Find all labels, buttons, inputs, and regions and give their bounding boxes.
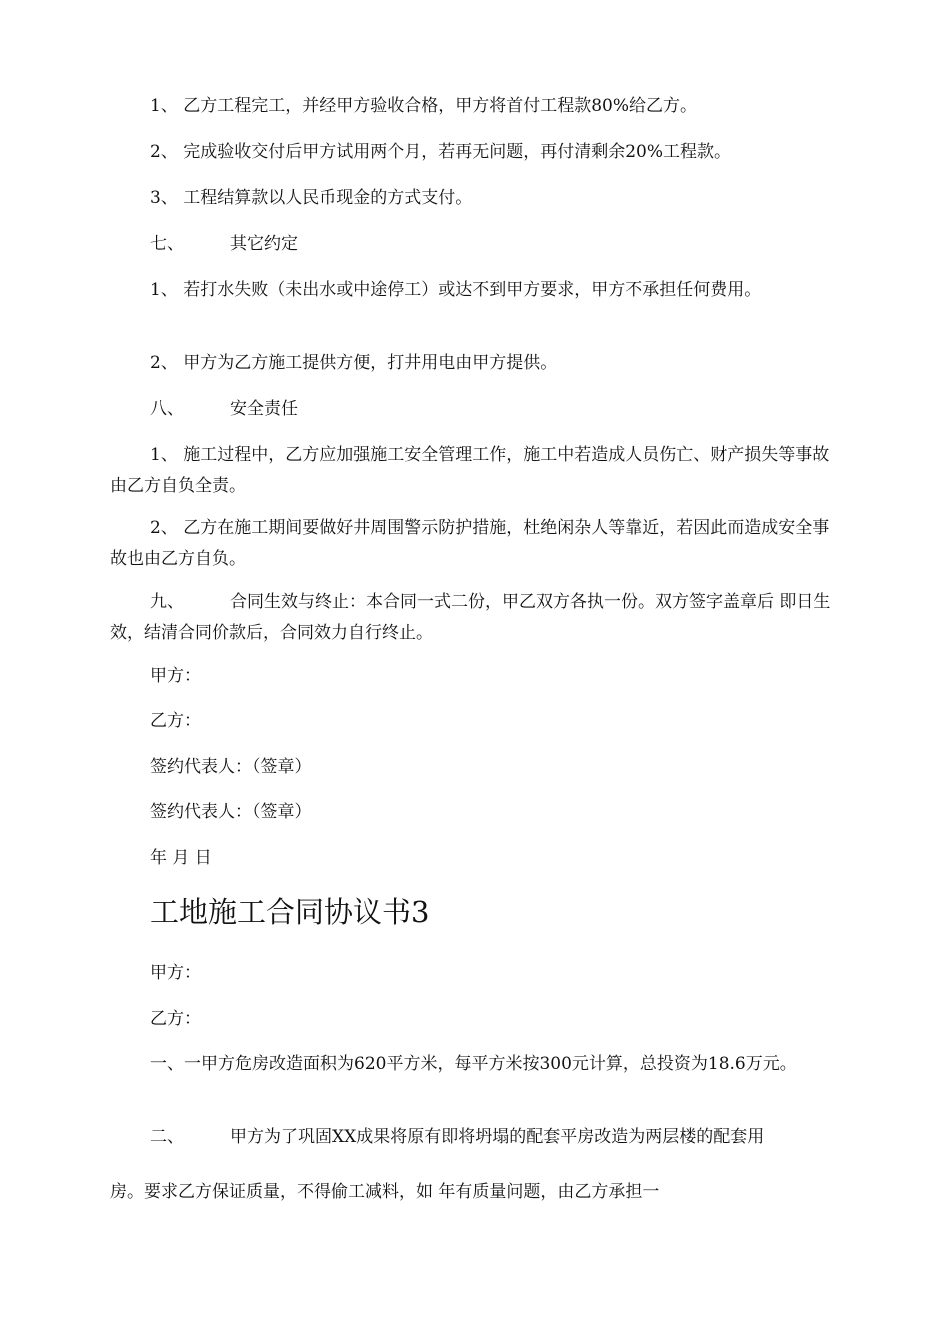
sign-date: 年 月 日 [150,848,212,868]
payment-item-1: 1、 乙方工程完工，并经甲方验收合格，甲方将首付工程款80%给乙方。 [150,96,698,116]
section-nine-number: 九、 [150,592,184,612]
eight-item-2: 2、 乙方在施工期间要做好井周围警示防护措施，杜绝闲杂人等靠近，若因此而造成安全事故也由乙方自负。 [110,518,830,569]
contract-3-title: 工地施工合同协议书3 [150,895,430,929]
section-eight-number: 八、 [150,399,184,419]
section-seven-title: 其它约定 [230,234,298,254]
section-seven-number: 七、 [150,234,184,254]
contract-3-party-b: 乙方： [150,1009,201,1029]
contract-3-party-a: 甲方： [150,963,201,983]
section-eight-title: 安全责任 [230,399,298,419]
payment-item-2: 2、 完成验收交付后甲方试用两个月，若再无问题，再付清剩余20%工程款。 [150,142,732,162]
contract-3-item-2-text: 甲方为了巩固XX成果将原有即将坍塌的配套平房改造为两层楼的配套用 [230,1127,765,1147]
section-nine-text: 合同生效与终止：本合同一式二份，甲乙双方各执一份。双方签字盖章后 即日生效，结清合同价款后，合同效力自行终止。 [110,592,831,643]
eight-item-1: 1、 施工过程中，乙方应加强施工安全管理工作，施工中若造成人员伤亡、财产损失等事故由乙方自负全责。 [110,445,830,496]
section-seven-heading [110,229,845,260]
seven-item-1: 1、 若打水失败（未出水或中途停工）或达不到甲方要求，甲方不承担任何费用。 [150,280,762,300]
section-eight-heading [110,394,845,425]
contract-3-item-1: 一、一甲方危房改造面积为620平方米，每平方米按300元计算，总投资为18.6万元。 [150,1054,797,1074]
contract-3-item-2-continued: 房。要求乙方保证质量，不得偷工减料，如 年有质量问题，由乙方承担一 [110,1182,660,1202]
contract-3-item-2-number: 二、 [150,1127,184,1147]
section-nine-paragraph [110,587,845,649]
sign-party-b: 乙方： [150,711,201,731]
sign-representative-b: 签约代表人：（签章） [150,802,312,822]
sign-representative-a: 签约代表人：（签章） [150,757,312,777]
sign-party-a: 甲方： [150,666,201,686]
seven-item-2: 2、 甲方为乙方施工提供方便，打井用电由甲方提供。 [150,353,558,373]
contract-3-item-2 [110,1122,845,1153]
payment-item-3: 3、 工程结算款以人民币现金的方式支付。 [150,188,473,208]
